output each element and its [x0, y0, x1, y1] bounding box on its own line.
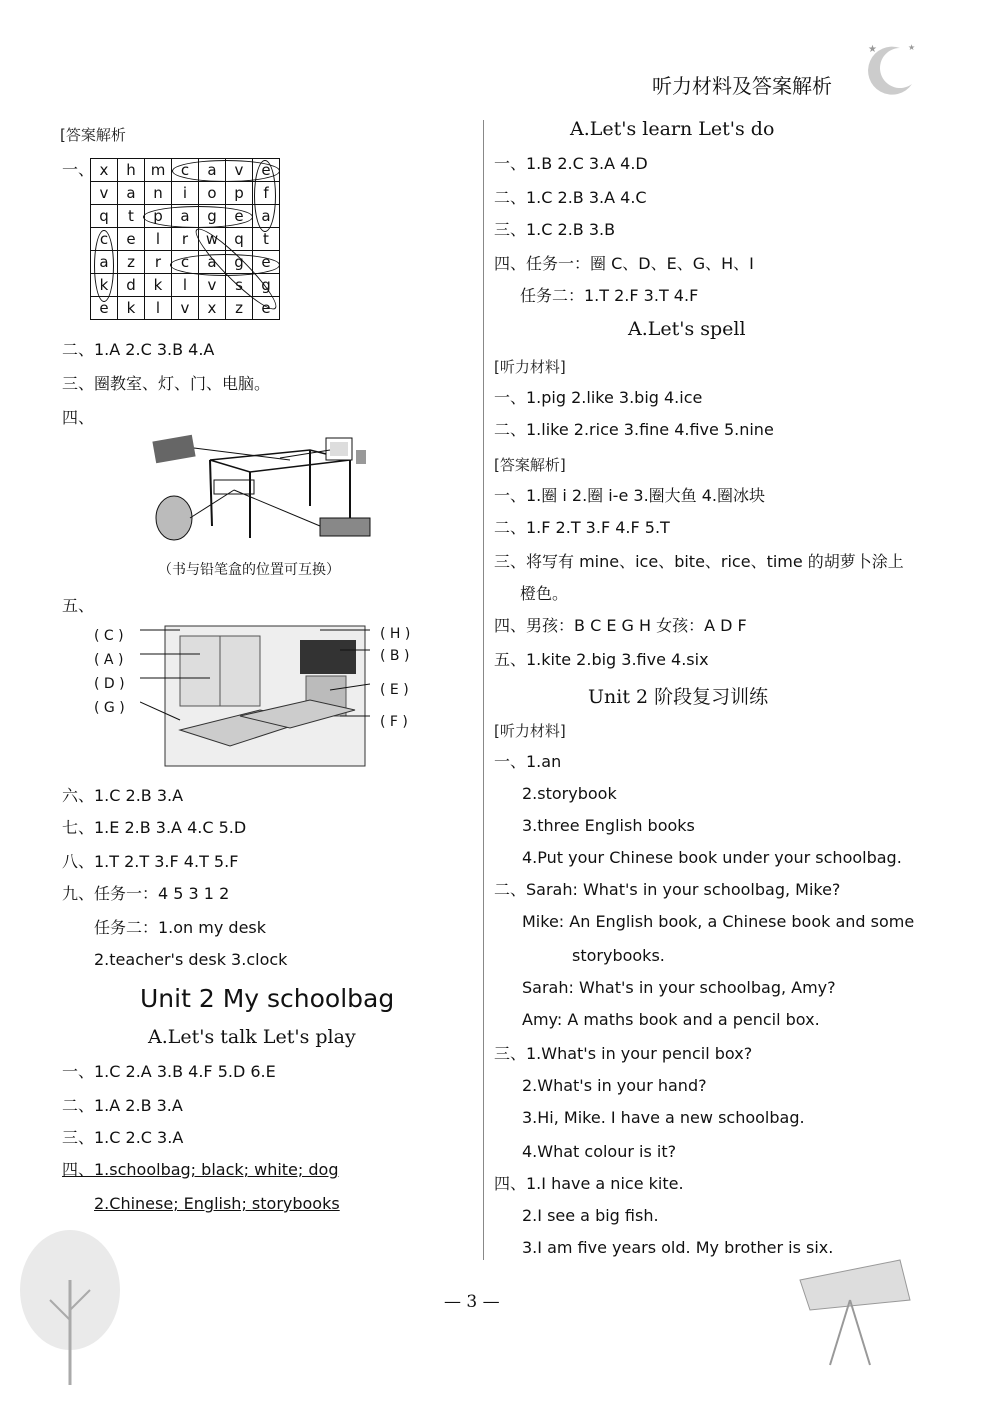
grid-cell: t: [118, 205, 145, 228]
r4a: 四、任务一：圈 C、D、E、G、H、I: [494, 254, 754, 273]
q5-right-2: ( E ): [380, 682, 409, 698]
l4: 4.Put your Chinese book under your schoolbag.: [522, 848, 902, 867]
a1: 一、1.圈 i 2.圈 i-e 3.圈大鱼 4.圈冰块: [494, 486, 766, 505]
column-divider: [483, 120, 484, 1260]
d4: Sarah: What's in your schoolbag, Amy?: [522, 978, 836, 997]
q2: 二、1.A 2.C 3.B 4.A: [62, 340, 215, 359]
q9c: 2.teacher's desk 3.clock: [94, 950, 288, 969]
telescope-icon: [790, 1250, 920, 1370]
u2-q2: 二、1.A 2.B 3.A: [62, 1096, 183, 1115]
page-number: — 3 —: [444, 1292, 500, 1312]
grid-cell: n: [145, 182, 172, 205]
q5-right-0: ( H ): [380, 626, 411, 642]
s2: 二、1.like 2.rice 3.fine 4.five 5.nine: [494, 420, 774, 439]
grid-cell: e: [253, 159, 280, 182]
f1: 四、1.I have a nice kite.: [494, 1174, 684, 1193]
moon-icon: [860, 40, 920, 100]
grid-cell: c: [91, 228, 118, 251]
section-head-spell: A.Let's spell: [628, 318, 746, 340]
section-head-review: Unit 2 阶段复习训练: [588, 686, 769, 708]
grid-cell: g: [226, 251, 253, 274]
grid-cell: a: [118, 182, 145, 205]
u2-q1: 一、1.C 2.A 3.B 4.F 5.D 6.E: [62, 1062, 276, 1081]
desk-illustration: [150, 430, 390, 550]
grid-cell: p: [226, 182, 253, 205]
grid-cell: t: [253, 228, 280, 251]
grid-cell: z: [118, 251, 145, 274]
f3: 3.I am five years old. My brother is six.: [522, 1238, 834, 1257]
grid-cell: g: [199, 205, 226, 228]
grid-cell: v: [226, 159, 253, 182]
grid-cell: a: [253, 205, 280, 228]
s1: 一、1.pig 2.like 3.big 4.ice: [494, 388, 703, 407]
q4-caption: （书与铅笔盒的位置可互换）: [158, 562, 340, 578]
grid-cell: p: [145, 205, 172, 228]
grid-cell: f: [253, 182, 280, 205]
grid-cell: k: [91, 274, 118, 297]
q8: 八、1.T 2.T 3.F 4.T 5.F: [62, 852, 239, 871]
l2: 2.storybook: [522, 784, 617, 803]
r4b: 任务二：1.T 2.F 3.T 4.F: [520, 286, 699, 305]
grid-cell: a: [199, 159, 226, 182]
grid-cell: e: [91, 297, 118, 320]
unit2-title: Unit 2 My schoolbag: [140, 984, 395, 1013]
q9b: 任务二：1.on my desk: [94, 918, 267, 937]
a5: 五、1.kite 2.big 3.five 4.six: [494, 650, 709, 669]
grid-cell: c: [172, 251, 199, 274]
grid-cell: k: [118, 297, 145, 320]
tree-decoration: [10, 1220, 160, 1390]
t2: 2.What's in your hand?: [522, 1076, 707, 1095]
grid-cell: v: [172, 297, 199, 320]
word-ring: [254, 160, 276, 232]
d2: Mike: An English book, a Chinese book and some: [522, 912, 915, 931]
q3: 三、圈教室、灯、门、电脑。: [62, 374, 271, 393]
listening-tag-2: [听力材料]: [494, 722, 566, 740]
q5-label: 五、: [62, 596, 95, 615]
t1: 三、1.What's in your pencil box?: [494, 1044, 753, 1063]
word-ring: [94, 230, 114, 302]
q1-label: 一、: [62, 160, 95, 179]
d1: 二、Sarah: What's in your schoolbag, Mike?: [494, 880, 841, 899]
q5-left-0: ( C ): [94, 628, 124, 644]
grid-cell: a: [91, 251, 118, 274]
grid-cell: g: [253, 274, 280, 297]
l3: 3.three English books: [522, 816, 695, 835]
grid-cell: e: [253, 251, 280, 274]
grid-cell: e: [118, 228, 145, 251]
q7: 七、1.E 2.B 3.A 4.C 5.D: [62, 818, 247, 837]
listening-tag: [听力材料]: [494, 358, 566, 376]
grid-cell: q: [91, 205, 118, 228]
grid-cell: e: [226, 205, 253, 228]
grid-cell: h: [118, 159, 145, 182]
grid-cell: z: [226, 297, 253, 320]
f2: 2.I see a big fish.: [522, 1206, 659, 1225]
l1: 一、1.an: [494, 752, 562, 771]
grid-cell: w: [199, 228, 226, 251]
grid-cell: r: [172, 228, 199, 251]
section-head-learn: A.Let's learn Let's do: [570, 118, 775, 140]
u2-q4a: 四、1.schoolbag; black; white; dog: [62, 1160, 339, 1179]
grid-cell: x: [199, 297, 226, 320]
grid-cell: q: [226, 228, 253, 251]
t3: 3.Hi, Mike. I have a new schoolbag.: [522, 1108, 805, 1127]
q4-label: 四、: [62, 408, 95, 427]
classroom-illustration: [140, 620, 370, 770]
grid-cell: i: [172, 182, 199, 205]
grid-cell: a: [172, 205, 199, 228]
svg-text:★: ★: [868, 44, 877, 55]
answer-tag-2: [答案解析]: [494, 456, 566, 474]
word-ring: [143, 206, 253, 228]
grid-cell: v: [91, 182, 118, 205]
q5-left-1: ( A ): [94, 652, 124, 668]
header-title: 听力材料及答案解析: [652, 74, 832, 98]
grid-cell: c: [172, 159, 199, 182]
grid-cell: d: [118, 274, 145, 297]
r1: 一、1.B 2.C 3.A 4.D: [494, 154, 648, 173]
a2: 二、1.F 2.T 3.F 4.F 5.T: [494, 518, 670, 537]
d5: Amy: A maths book and a pencil box.: [522, 1010, 820, 1029]
grid-cell: a: [199, 251, 226, 274]
r2: 二、1.C 2.B 3.A 4.C: [494, 188, 647, 207]
r3: 三、1.C 2.B 3.B: [494, 220, 616, 239]
a4: 四、男孩：B C E G H 女孩：A D F: [494, 616, 747, 635]
unit2-subtitle: A.Let's talk Let's play: [148, 1026, 356, 1048]
grid-cell: v: [199, 274, 226, 297]
q6: 六、1.C 2.B 3.A: [62, 786, 184, 805]
svg-text:★: ★: [908, 43, 916, 52]
q5-right-1: ( B ): [380, 648, 410, 664]
u2-q3: 三、1.C 2.C 3.A: [62, 1128, 184, 1147]
grid-cell: l: [145, 297, 172, 320]
grid-cell: e: [253, 297, 280, 320]
grid-cell: k: [145, 274, 172, 297]
grid-cell: l: [172, 274, 199, 297]
q9a: 九、任务一：4 5 3 1 2: [62, 884, 230, 903]
a3a: 三、将写有 mine、ice、bite、rice、time 的胡萝卜涂上: [494, 552, 904, 571]
grid-cell: r: [145, 251, 172, 274]
grid-cell: x: [91, 159, 118, 182]
grid-cell: m: [145, 159, 172, 182]
q5-right-3: ( F ): [380, 714, 408, 730]
a3b: 橙色。: [520, 584, 569, 603]
grid-cell: o: [199, 182, 226, 205]
q5-left-3: ( G ): [94, 700, 125, 716]
d3: storybooks.: [572, 946, 665, 965]
u2-q4b: 2.Chinese; English; storybooks: [94, 1194, 340, 1213]
q5-left-2: ( D ): [94, 676, 125, 692]
grid-cell: l: [145, 228, 172, 251]
answer-tag: [答案解析: [60, 126, 126, 144]
t4: 4.What colour is it?: [522, 1142, 677, 1161]
grid-cell: s: [226, 274, 253, 297]
